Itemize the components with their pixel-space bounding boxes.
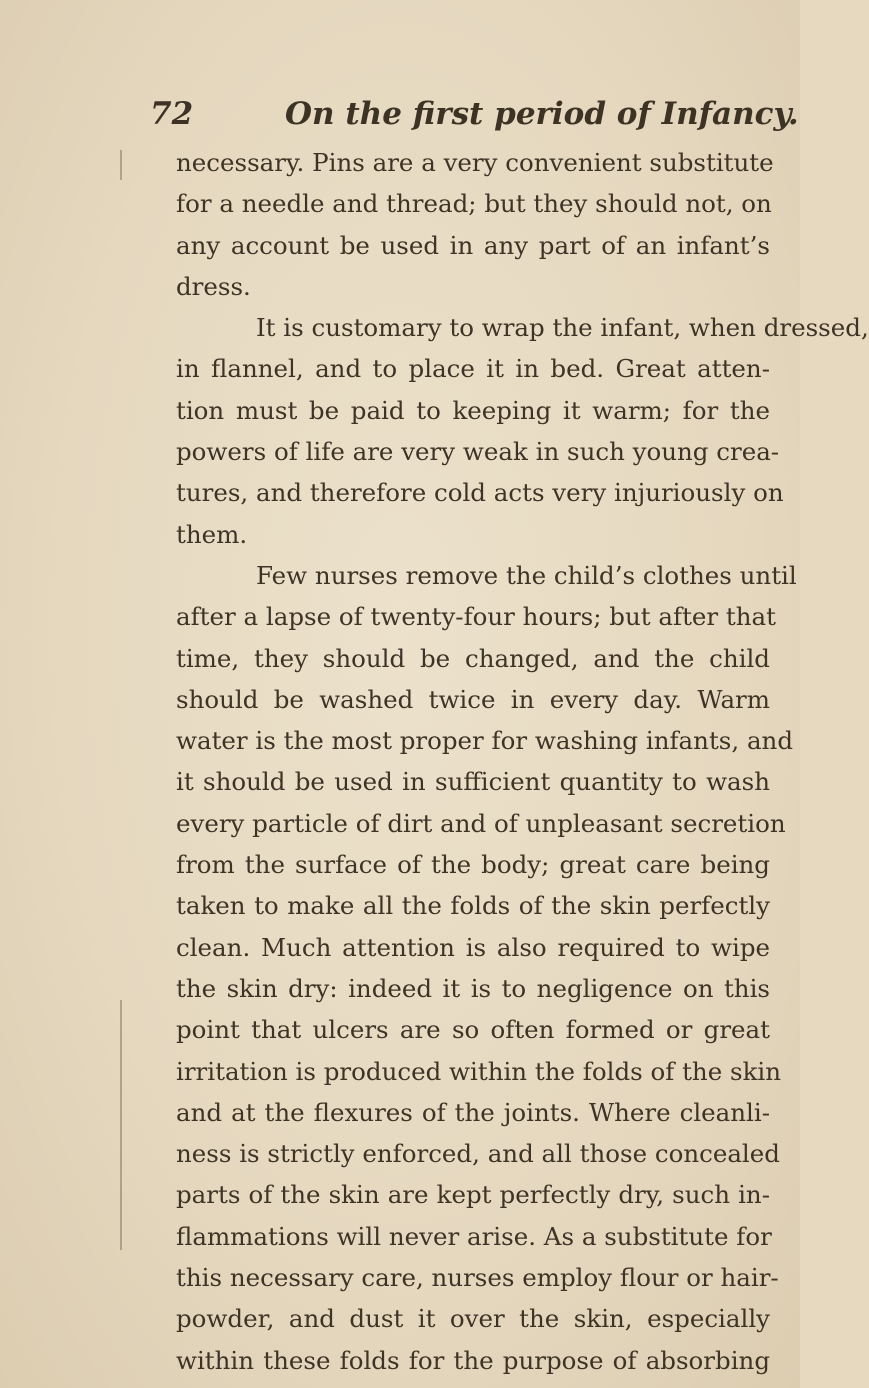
text-line: powder, and dust it over the skin, especially (176, 1304, 770, 1334)
paragraph-start-line: It is customary to wrap the infant, when dressed, (256, 313, 869, 343)
text-line: flammations will never arise. As a substitute for (176, 1221, 772, 1251)
text-line: ness is strictly enforced, and all those concealed (176, 1139, 780, 1169)
text-line: after a lapse of twenty-four hours; but after that (176, 602, 776, 632)
text-line: in flannel, and to place it in bed. Great atten- (176, 354, 770, 384)
margin-mark (120, 150, 122, 180)
text-line: every particle of dirt and of unpleasant secretion (176, 808, 786, 838)
body-text (176, 142, 869, 1381)
text-line: the skin dry: indeed it is to negligence on this (176, 973, 770, 1003)
text-line: them. (176, 519, 248, 549)
text-line: point that ulcers are so often formed or great (176, 1015, 770, 1045)
text-line: any account be used in any part of an infant’s (176, 230, 770, 260)
text-line: from the surface of the body; great care being (176, 850, 770, 880)
text-line: dress. (176, 271, 251, 301)
paragraph-start-line: Few nurses remove the child’s clothes until (256, 560, 797, 590)
text-line: water is the most proper for washing infants, and (176, 726, 794, 756)
text-line: parts of the skin are kept perfectly dry, such in- (176, 1180, 770, 1210)
page-header (150, 96, 799, 146)
text-line: within these folds for the purpose of absorbing (176, 1345, 770, 1375)
margin-mark (120, 1000, 122, 1250)
text-line: time, they should be changed, and the child (176, 643, 770, 673)
text-line: irritation is produced within the folds of the skin (176, 1056, 782, 1086)
running-title: On the first period of Infancy. (285, 96, 799, 132)
text-line: should be washed twice in every day. Warm (176, 684, 770, 714)
text-line: tures, and therefore cold acts very injuriously on (176, 478, 784, 508)
text-line: powers of life are very weak in such young crea- (176, 437, 780, 467)
text-line: and at the flexures of the joints. Where cleanli- (176, 1097, 770, 1127)
text-line: for a needle and thread; but they should not, on (176, 189, 772, 219)
text-line: taken to make all the folds of the skin perfectly (176, 891, 770, 921)
text-line: clean. Much attention is also required to wipe (176, 932, 770, 962)
text-line: it should be used in sufficient quantity to wash (176, 767, 770, 797)
text-line: this necessary care, nurses employ flour or hair- (176, 1263, 779, 1293)
text-line: necessary. Pins are a very convenient substitute (176, 148, 774, 177)
text-line: tion must be paid to keeping it warm; for the (176, 395, 770, 425)
page-number: 72 (150, 96, 194, 132)
